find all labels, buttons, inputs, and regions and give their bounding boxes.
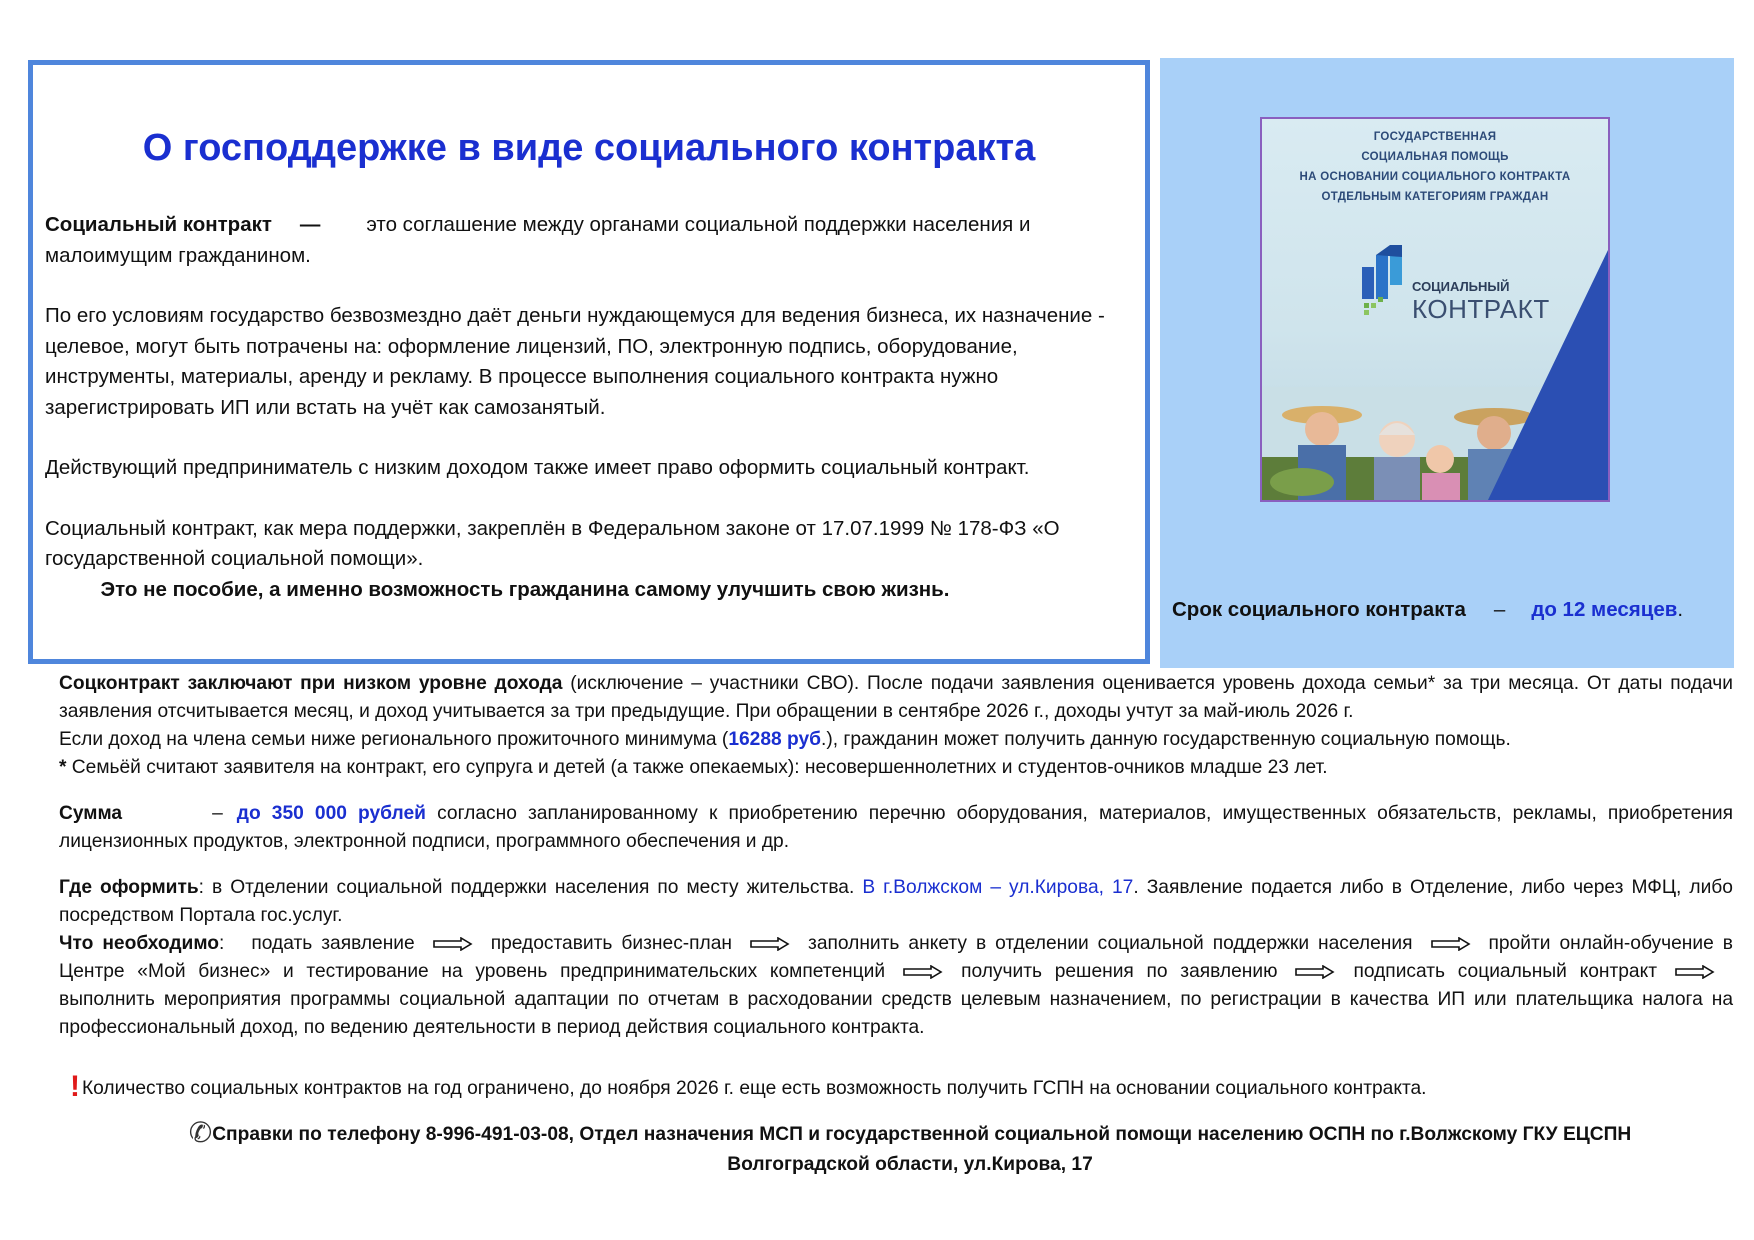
income-paragraph [59,670,1733,726]
where-label: Где оформить [59,877,199,898]
step-item: подать заявление [251,933,415,954]
double-arrow-right-icon [1295,965,1335,979]
poster-heading-line: НА ОСНОВАНИИ СОЦИАЛЬНОГО КОНТРАКТА [1299,171,1571,183]
poster-logo-line1: СОЦИАЛЬНЫЙ [1412,279,1510,294]
minimum-value: 16288 руб [728,729,821,750]
intro-paragraph [45,210,1125,271]
exclamation-icon: ! [70,1070,80,1103]
step-item: заполнить анкету в отделении социальной поддержки населения [808,933,1413,954]
intro-dash: — [299,213,321,236]
limit-warning [70,1070,1427,1104]
contact-info [140,1118,1680,1180]
amount-dash: – [212,803,223,824]
minimum-paragraph [59,726,1733,754]
contact-text-1: Справки по телефону 8-996-491-03-08, Отдел назначения МСП и государственной социальной помощи населению ОСПН по г.Волжскому ГКУ ЕЦСПН [212,1124,1632,1145]
double-arrow-right-icon [1675,965,1715,979]
phone-icon: ✆ [188,1117,213,1148]
amount-label: Сумма [59,803,123,824]
poster-corner-stripe [1488,250,1608,500]
intro-term: Социальный контракт [45,213,272,236]
poster-heading [1262,127,1608,207]
amount-value: до 350 000 рублей [236,803,426,824]
slogan: Это не пособие, а именно возможность гражданина самому улучшить свою жизнь. [100,577,950,601]
double-arrow-right-icon [1431,937,1471,951]
term-label: Срок социального контракта [1172,598,1466,621]
step-item: подписать социальный контракт [1353,961,1658,982]
info-box-text [45,210,1125,605]
contact-line-2: Волгоградской области, ул.Кирова, 17 [727,1154,1093,1175]
contract-term [1172,598,1683,622]
footnote-paragraph [59,754,1733,782]
info-box [28,60,1150,664]
page-title: О господдержке в виде социального контракта [142,127,1036,169]
steps-paragraph [59,930,1733,1042]
term-dash: – [1493,598,1506,621]
law-paragraph: Социальный контракт, как мера поддержки, закреплён в Федеральном законе от 17.07.1999 № 178-ФЗ «О государственной социальной помощи». [45,516,1060,570]
social-contract-poster [1260,117,1610,502]
income-text: (исключение – участники СВО). После подачи заявления оценивается уровень дохода семьи* за три месяца. От даты подачи заявления отсчитывается месяц, и доход учитывается за три предыдущие. При обращении в сентябре 2026 г., доходы учтут за май-июль 2026 г. [59,673,1733,722]
step-item: пройти онлайн-обучение в Центре «Мой бизнес» и тестирование на уровень предпринимательских компетенций [59,933,1733,982]
where-text: : в Отделении социальной поддержки населения по месту жительства. [198,877,863,898]
entrepreneur-paragraph: Действующий предприниматель с низким доходом также имеет право оформить социальный контракт. [45,456,1030,479]
term-value: до 12 месяцев [1531,598,1678,621]
footnote-text: Семьёй считают заявителя на контракт, его супруга и детей (а также опекаемых): несовершеннолетних и студентов-очников младше 23 лет. [66,757,1328,778]
where-city: В г.Волжском – ул.Кирова, 17 [862,877,1134,898]
warning-text: Количество социальных контрактов на год ограничено, до ноября 2026 г. еще есть возможность получить ГСПН на основании социального контракта. [82,1078,1427,1099]
where-paragraph [59,874,1733,930]
steps-colon: : [219,933,225,954]
details-section [59,670,1733,1042]
amount-paragraph [59,800,1733,856]
step-item: получить решения по заявлению [961,961,1278,982]
term-period: . [1677,598,1684,621]
where-text-2: . Заявление подается либо в Отделение, либо через МФЦ, либо посредством Портала гос.услуг. [59,877,1733,926]
poster-heading-line: ОТДЕЛЬНЫМ КАТЕГОРИЯМ ГРАЖДАН [1321,191,1549,203]
poster-heading-line: ГОСУДАРСТВЕННАЯ [1373,131,1497,143]
steps-label: Что необходимо [59,933,219,954]
conditions-paragraph: По его условиям государство безвозмездно даёт деньги нуждающемуся для ведения бизнеса, их назначение - целевое, могут быть потрачены на: оформление лицензий, ПО, электронную подпись, оборудование, инструменты, материалы, аренду и рекламу. В процессе выполнения социального контракта нужно зарегистрировать ИП или встать на учёт как самозанятый. [45,304,1105,419]
intro-definition: это соглашение между органами социальной поддержки населения и малоимущим гражданином. [45,213,1031,267]
double-arrow-right-icon [903,965,943,979]
minimum-text-a: Если доход на члена семьи ниже регионального прожиточного минимума ( [59,729,729,750]
footnote-star: * [59,757,67,778]
double-arrow-right-icon [433,937,473,951]
double-arrow-right-icon [750,937,790,951]
step-item: предоставить бизнес-план [490,933,733,954]
step-item: выполнить мероприятия программы социальной адаптации по отчетам в расходовании средств целевым назначением, по регистрации в качества ИП или плательщика налога на профессиональный доход, по ведению деятельности в период действия социального контракта. [59,989,1733,1038]
contact-line-1 [140,1118,1680,1150]
poster-heading-line: СОЦИАЛЬНАЯ ПОМОЩЬ [1361,151,1509,163]
amount-text: согласно запланированному к приобретению перечню оборудования, материалов, имущественных обязательств, рекламы, приобретения лицензионных продуктов, электронной подписи, программного обеспечения и др. [59,803,1733,852]
minimum-text-b: .), гражданин может получить данную государственную социальную помощь. [821,729,1511,750]
poster-logo-line2: КОНТРАКТ [1412,294,1550,324]
income-bold: Соцконтракт заключают при низком уровне дохода [59,673,563,694]
